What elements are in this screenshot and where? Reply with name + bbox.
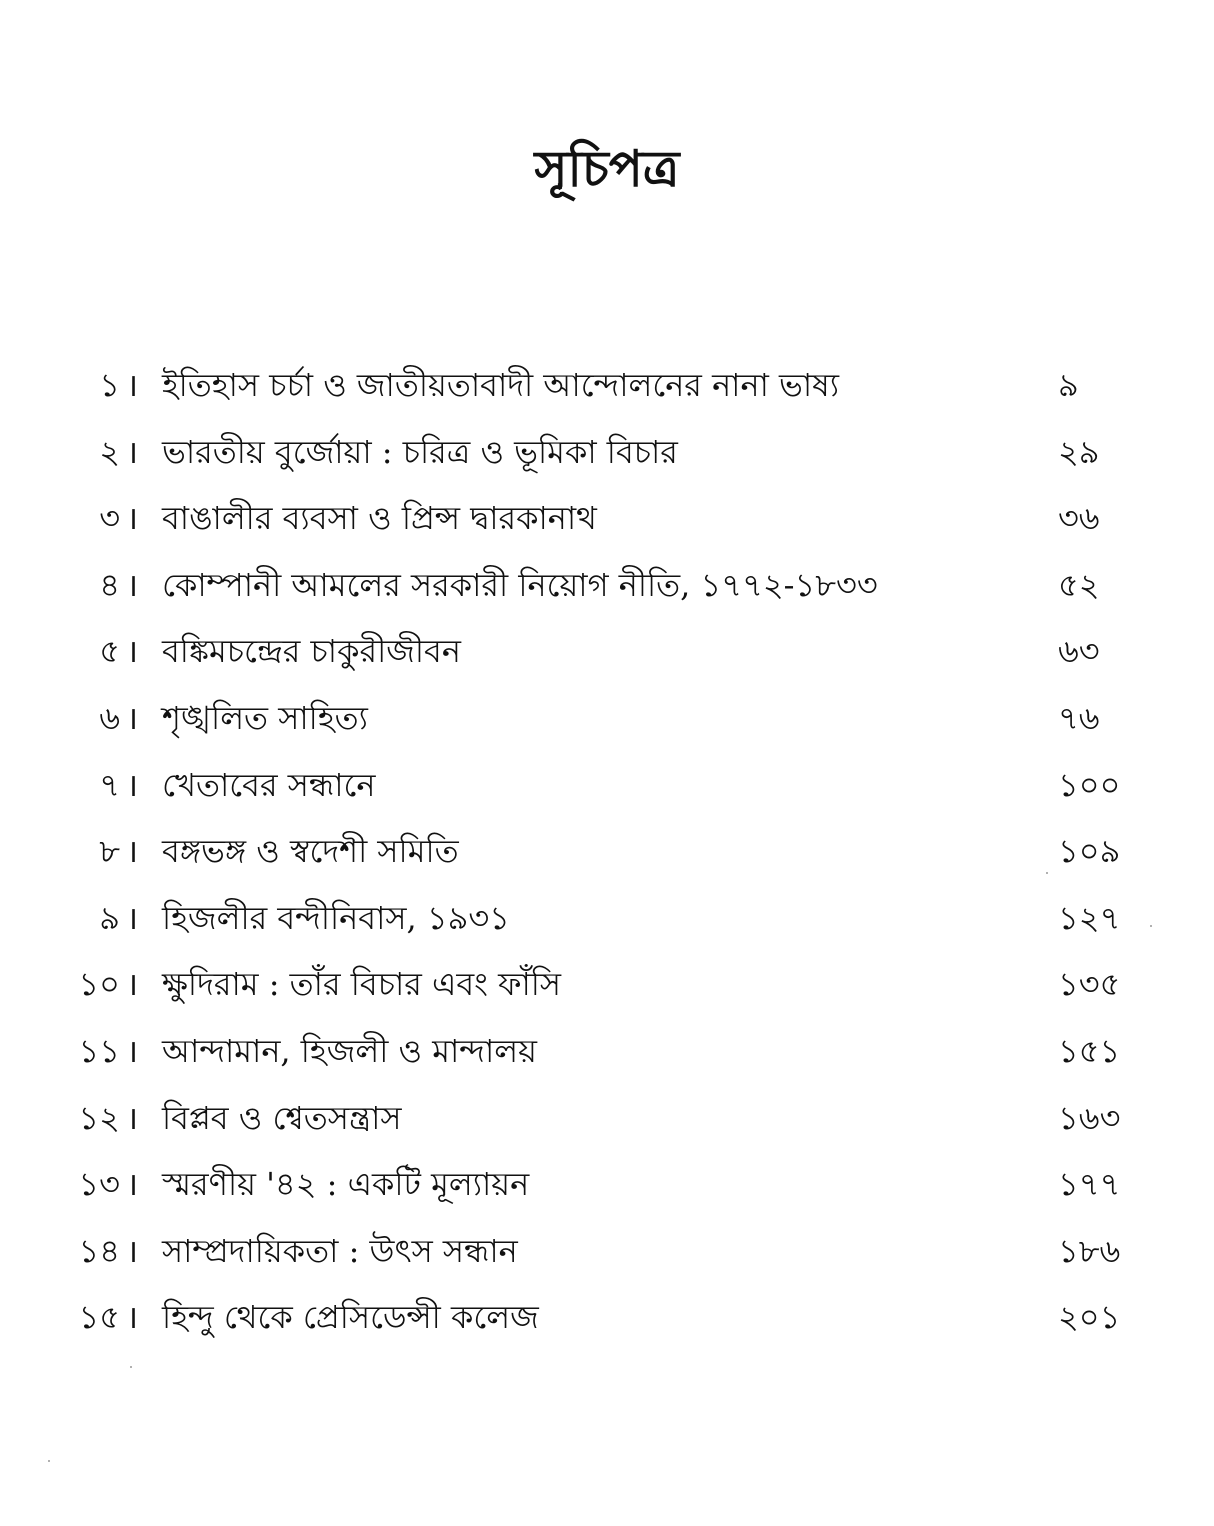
entry-separator: । [126, 499, 139, 538]
toc-entry [0, 1018, 1214, 1085]
toc-entry [0, 1151, 1214, 1218]
entry-title: কোম্পানী আমলের সরকারী নিয়োগ নীতি, ১৭৭২-১৮৩৩ [162, 565, 878, 604]
entry-separator: । [126, 1298, 139, 1337]
scan-speck [48, 1460, 50, 1462]
toc-entry [0, 1284, 1214, 1351]
scan-speck [130, 1366, 132, 1368]
entry-separator: । [126, 432, 139, 471]
entry-page-number: ৬৩ [1058, 632, 1100, 671]
table-of-contents [0, 352, 1214, 1351]
entry-title: আন্দামান, হিজলী ও মান্দালয় [162, 1031, 537, 1070]
entry-separator: । [126, 765, 139, 804]
entry-title: স্মরণীয় '৪২ : একটি মূল্যায়ন [162, 1165, 530, 1204]
entry-title: ইতিহাস চর্চা ও জাতীয়তাবাদী আন্দোলনের নানা ভাষ্য [162, 366, 840, 404]
entry-separator: । [126, 565, 139, 604]
entry-number: ২ [99, 432, 120, 471]
entry-page-number: ১০৯ [1058, 832, 1121, 871]
toc-entry [0, 752, 1214, 819]
entry-number: ১১ [78, 1031, 120, 1070]
entry-title: খেতাবের সন্ধানে [162, 765, 376, 804]
entry-page-number: ১৫১ [1058, 1031, 1121, 1070]
entry-number: ১৫ [78, 1298, 120, 1337]
entry-number: ৯ [99, 898, 120, 937]
entry-number: ১০ [78, 965, 120, 1004]
entry-page-number: ২০১ [1058, 1298, 1121, 1337]
toc-entry [0, 885, 1214, 952]
entry-number: ৩ [99, 499, 120, 538]
entry-title: বঙ্গভঙ্গ ও স্বদেশী সমিতি [162, 832, 459, 871]
toc-entry [0, 1085, 1214, 1152]
entry-separator: । [126, 632, 139, 671]
entry-page-number: ১০০ [1058, 765, 1121, 804]
entry-title: ক্ষুদিরাম : তাঁর বিচার এবং ফাঁসি [162, 965, 562, 1004]
toc-entry [0, 552, 1214, 619]
entry-separator: । [126, 1098, 139, 1137]
entry-separator: । [126, 698, 139, 737]
toc-entry [0, 1218, 1214, 1285]
entry-title: বঙ্কিমচন্দ্রের চাকুরীজীবন [162, 632, 461, 671]
toc-entry [0, 352, 1214, 419]
entry-title: বাঙালীর ব্যবসা ও প্রিন্স দ্বারকানাথ [162, 499, 597, 538]
entry-page-number: ২৯ [1058, 432, 1100, 471]
entry-title: হিজলীর বন্দীনিবাস, ১৯৩১ [162, 898, 510, 937]
entry-number: ১ [99, 366, 120, 404]
entry-number: ১৩ [78, 1165, 120, 1204]
entry-page-number: ১৬৩ [1058, 1098, 1121, 1137]
toc-entry [0, 419, 1214, 486]
entry-number: ১৪ [78, 1231, 120, 1270]
entry-separator: । [126, 1031, 139, 1070]
entry-separator: । [126, 366, 139, 404]
entry-separator: । [126, 965, 139, 1004]
entry-number: ৫ [99, 632, 120, 671]
entry-page-number: ৯ [1058, 366, 1079, 404]
entry-separator: । [126, 1165, 139, 1204]
entry-title: হিন্দু থেকে প্রেসিডেন্সী কলেজ [162, 1298, 539, 1337]
entry-number: ৪ [99, 565, 120, 604]
entry-separator: । [126, 1231, 139, 1270]
entry-title: বিপ্লব ও শ্বেতসন্ত্রাস [162, 1098, 402, 1137]
entry-number: ৮ [99, 832, 120, 871]
page-title: সূচিপত্র [534, 138, 680, 198]
scan-speck [1046, 872, 1048, 874]
entry-title: ভারতীয় বুর্জোয়া : চরিত্র ও ভূমিকা বিচার [162, 432, 678, 471]
toc-entry [0, 818, 1214, 885]
entry-page-number: ৩৬ [1058, 499, 1100, 538]
entry-title: সাম্প্রদায়িকতা : উৎস সন্ধান [162, 1231, 518, 1270]
scan-speck [1150, 925, 1152, 927]
entry-page-number: ১৭৭ [1058, 1165, 1121, 1204]
toc-entry [0, 618, 1214, 685]
entry-page-number: ১২৭ [1058, 898, 1121, 937]
entry-number: ৬ [99, 698, 120, 737]
toc-entry [0, 485, 1214, 552]
entry-page-number: ১৩৫ [1058, 965, 1121, 1004]
toc-entry [0, 685, 1214, 752]
entry-page-number: ১৮৬ [1058, 1231, 1121, 1270]
entry-number: ৭ [99, 765, 120, 804]
entry-page-number: ৭৬ [1058, 698, 1100, 737]
toc-entry [0, 951, 1214, 1018]
entry-title: শৃঙ্খলিত সাহিত্য [162, 698, 368, 737]
entry-separator: । [126, 832, 139, 871]
entry-page-number: ৫২ [1058, 565, 1100, 604]
entry-number: ১২ [78, 1098, 120, 1137]
entry-separator: । [126, 898, 139, 937]
